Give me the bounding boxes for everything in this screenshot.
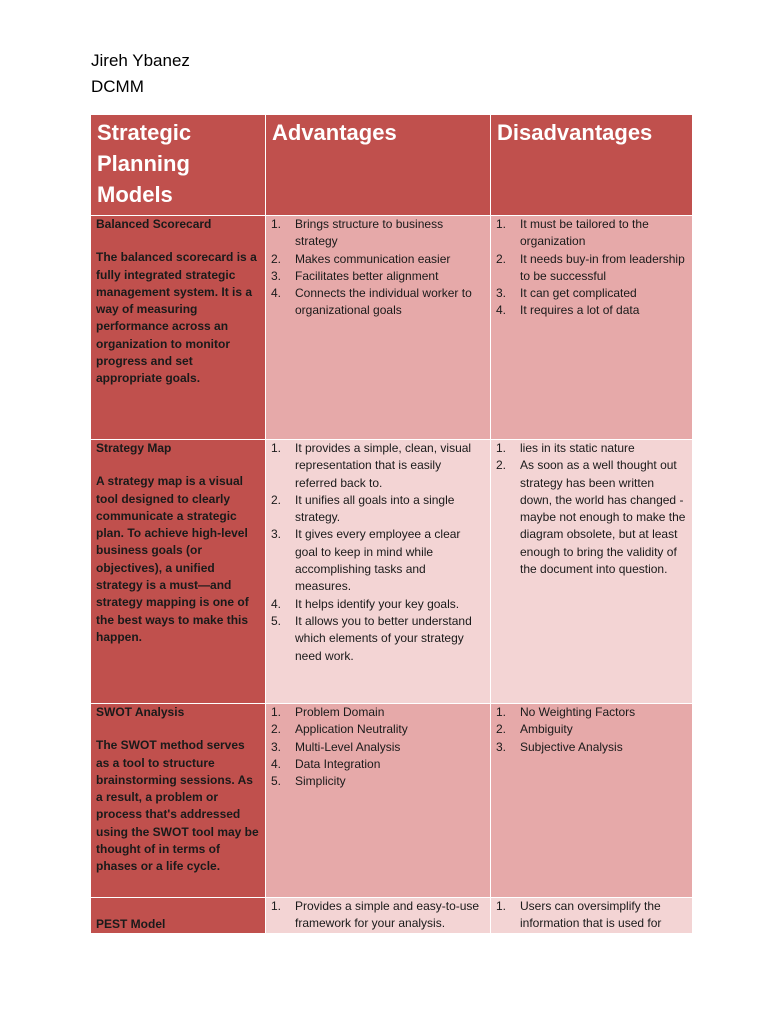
list-item: 4. Connects the individual worker to organizational goals [271, 286, 472, 318]
list-item: 2. Makes communication easier [271, 251, 451, 266]
disadvantages-cell [491, 440, 693, 704]
list-item: 1. Provides a simple and easy-to-use framework for your analysis. [271, 899, 480, 931]
advantages-cell [266, 440, 491, 704]
header-advantages: Advantages [266, 115, 491, 216]
list-item: 2. It unifies all goals into a single strategy. [271, 492, 455, 525]
advantages-cell [266, 898, 491, 934]
list-item: 1. lies in its static nature [496, 441, 635, 455]
advantages-cell [266, 704, 491, 898]
model-name: Balanced Scorecard [96, 217, 212, 231]
list-item: 3. Facilitates better alignment [271, 268, 439, 283]
course-code: DCMM [91, 77, 144, 96]
model-name: PEST Model [96, 917, 166, 931]
model-description: The SWOT method serves as a tool to structure brainstorming sessions. As a result, a problem or process that's addressed using the SWOT tool may be thought of in terms of phases or a life cycle. [96, 738, 259, 874]
advantages-list [271, 216, 485, 320]
planning-models-table [90, 114, 693, 934]
list-item: 2. Application Neutrality [271, 722, 408, 737]
disadvantages-cell [491, 898, 693, 934]
disadvantages-list [496, 440, 687, 578]
model-cell [91, 898, 266, 934]
table-header-row [91, 115, 693, 216]
model-name: SWOT Analysis [96, 705, 185, 719]
list-item: 4. It requires a lot of data [496, 303, 640, 318]
list-item: 3. It gives every employee a clear goal to keep in mind while accomplishing tasks and measures. [271, 527, 461, 594]
list-item: 1. It must be tailored to the organization [496, 217, 649, 249]
header-models: Strategic Planning Models [91, 115, 266, 216]
disadvantages-cell [491, 704, 693, 898]
advantages-cell [266, 216, 491, 440]
author-name: Jireh Ybanez [91, 51, 190, 70]
advantages-list [271, 440, 485, 665]
list-item: 3. Subjective Analysis [496, 739, 623, 754]
model-name: Strategy Map [96, 441, 172, 455]
disadvantages-cell [491, 216, 693, 440]
list-item: 5. It allows you to better understand which elements of your strategy need work. [271, 613, 472, 663]
model-cell [91, 216, 266, 440]
header-disadvantages: Disadvantages [491, 115, 693, 216]
disadvantages-list [496, 898, 687, 933]
document-header [91, 48, 190, 100]
list-item: 4. It helps identify your key goals. [271, 596, 460, 611]
list-item: 1. Brings structure to business strategy [271, 217, 444, 249]
table-row [91, 440, 693, 704]
list-item: 1. Problem Domain [271, 705, 385, 719]
list-item: 1. It provides a simple, clean, visual representation that is easily referred back to. [271, 441, 472, 490]
model-description: A strategy map is a visual tool designed to clearly communicate a strategic plan. To achieve high-level business goals (or objectives), a unified strategy is a must—and strategy mapping is one of the best ways to make this happen. [96, 474, 249, 644]
list-item: 3. It can get complicated [496, 286, 637, 301]
model-description: The balanced scorecard is a fully integrated strategic management system. It is a way of measuring performance across an organization to monitor progress and set appropriate goals. [96, 250, 257, 386]
list-item: 1. Users can oversimplify the information that is used for [496, 899, 662, 931]
model-cell [91, 704, 266, 898]
model-cell [91, 440, 266, 704]
advantages-list [271, 704, 485, 790]
list-item: 5. Simplicity [271, 774, 346, 789]
list-item: 1. No Weighting Factors [496, 705, 636, 719]
table-row [91, 704, 693, 898]
list-item: 2. Ambiguity [496, 722, 573, 737]
disadvantages-list [496, 216, 687, 320]
list-item: 2. As soon as a well thought out strategy has been written down, the world has changed - maybe not enough to make the diagram obsolete, but at least enough to bring the validity of the document into question. [496, 458, 686, 577]
table-row [91, 898, 693, 934]
table-row [91, 216, 693, 440]
list-item: 3. Multi-Level Analysis [271, 739, 401, 754]
disadvantages-list [496, 704, 687, 756]
advantages-list [271, 898, 485, 933]
list-item: 4. Data Integration [271, 756, 381, 771]
list-item: 2. It needs buy-in from leadership to be successful [496, 251, 685, 283]
